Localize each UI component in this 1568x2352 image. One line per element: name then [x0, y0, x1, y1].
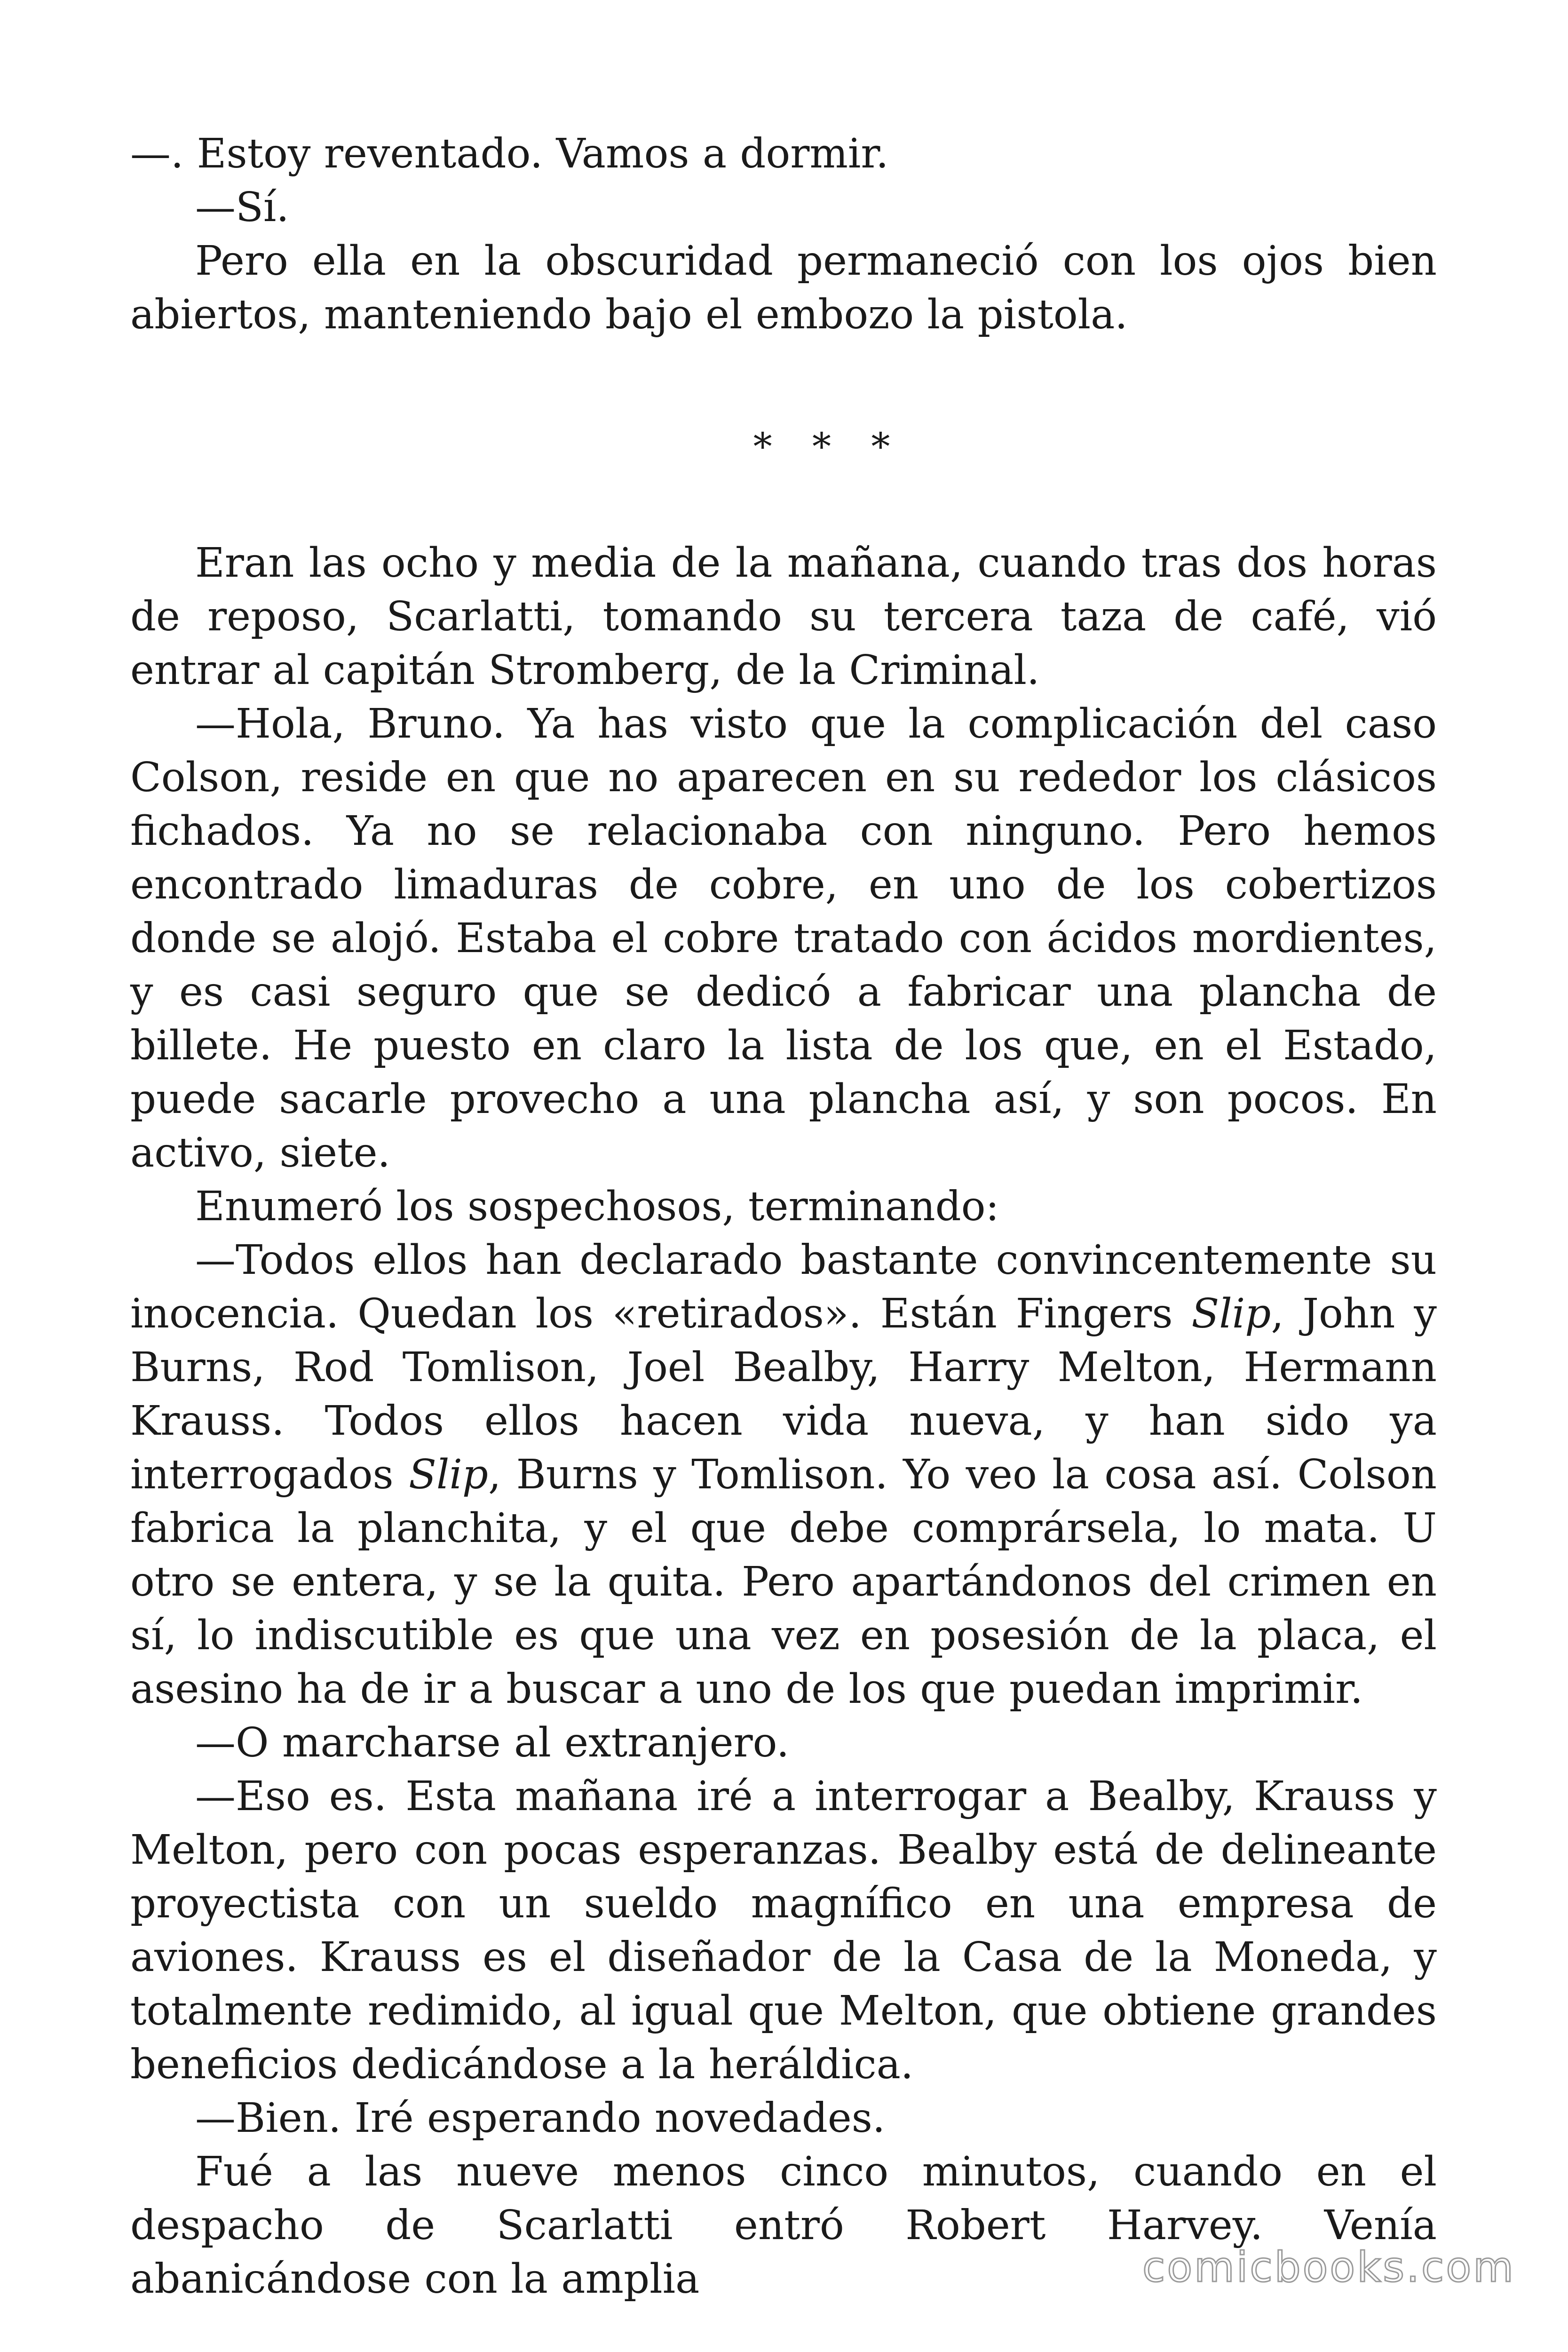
italic-name: Slip: [1191, 1290, 1271, 1337]
paragraph: —. Estoy reventado. Vamos a dormir.: [130, 130, 889, 177]
text-run: , Burns y Tomlison. Yo veo la cosa así. Colson fabrica la planchita, y el que debe comprársela, lo mata. U otro se entera, y se la quita. Pero apartándonos del crimen en sí, lo indiscutible es que una vez en posesión de la placa, el asesino ha de ir a buscar a uno de los que puedan imprimir.: [130, 1451, 1437, 1713]
paragraph: Eran las ocho y media de la mañana, cuando tras dos horas de reposo, Scarlatti, tomando su tercera taza de café, vió entrar al capitán Stromberg, de la Criminal.: [130, 540, 1437, 694]
paragraph: —Hola, Bruno. Ya has visto que la complicación del caso Colson, reside en que no aparecen en su rededor los clásicos fichados. Ya no se relacionaba con ninguno. Pero hemos encontrado limaduras de cobre, en uno de los cobertizos donde se alojó. Estaba el cobre tratado con ácidos mordientes, y es casi seguro que se dedicó a fabricar una plancha de billete. He puesto en claro la lista de los que, en el Estado, puede sacarle provecho a una plancha así, y son pocos. En activo, siete.: [130, 700, 1437, 1176]
paragraph: Fué a las nueve menos cinco minutos, cuando en el despacho de Scarlatti entró Robert Harvey. Venía abanicándose con la amplia: [130, 2148, 1437, 2303]
opening-text: [130, 127, 1437, 342]
paragraph: Pero ella en la obscuridad permaneció con los ojos bien abiertos, manteniendo bajo el embozo la pistola.: [130, 238, 1437, 338]
italic-name: Slip: [408, 1451, 488, 1498]
paragraph: —Sí.: [195, 184, 289, 231]
paragraph: [130, 1233, 1437, 1716]
paragraph: Enumeró los sospechosos, terminando:: [195, 1183, 999, 1230]
text-run: —Todos ellos han declarado bastante convincentemente su inocencia. Quedan los «retirados». Están Fingers: [130, 1237, 1437, 1337]
paragraph: —O marcharse al extranjero.: [195, 1719, 790, 1766]
main-text: [130, 536, 1437, 2306]
paragraph: —Bien. Iré esperando novedades.: [195, 2095, 886, 2142]
scene-break: * * *: [753, 425, 904, 469]
watermark: comicbooks.com: [1142, 2243, 1515, 2291]
paragraph: —Eso es. Esta mañana iré a interrogar a Bealby, Krauss y Melton, pero con pocas esperanzas. Bealby está de delineante proyectista con un sueldo magnífico en una empresa de aviones. Krauss es el diseñador de la Casa de la Moneda, y totalmente redimido, al igual que Melton, que obtiene grandes beneficios dedicándose a la heráldica.: [130, 1773, 1437, 2088]
text-run: , John y Burns, Rod Tomlison, Joel Bealby, Harry Melton, Hermann Krauss. Todos ellos hacen vida nueva, y han sido ya interrogados: [130, 1290, 1437, 1498]
